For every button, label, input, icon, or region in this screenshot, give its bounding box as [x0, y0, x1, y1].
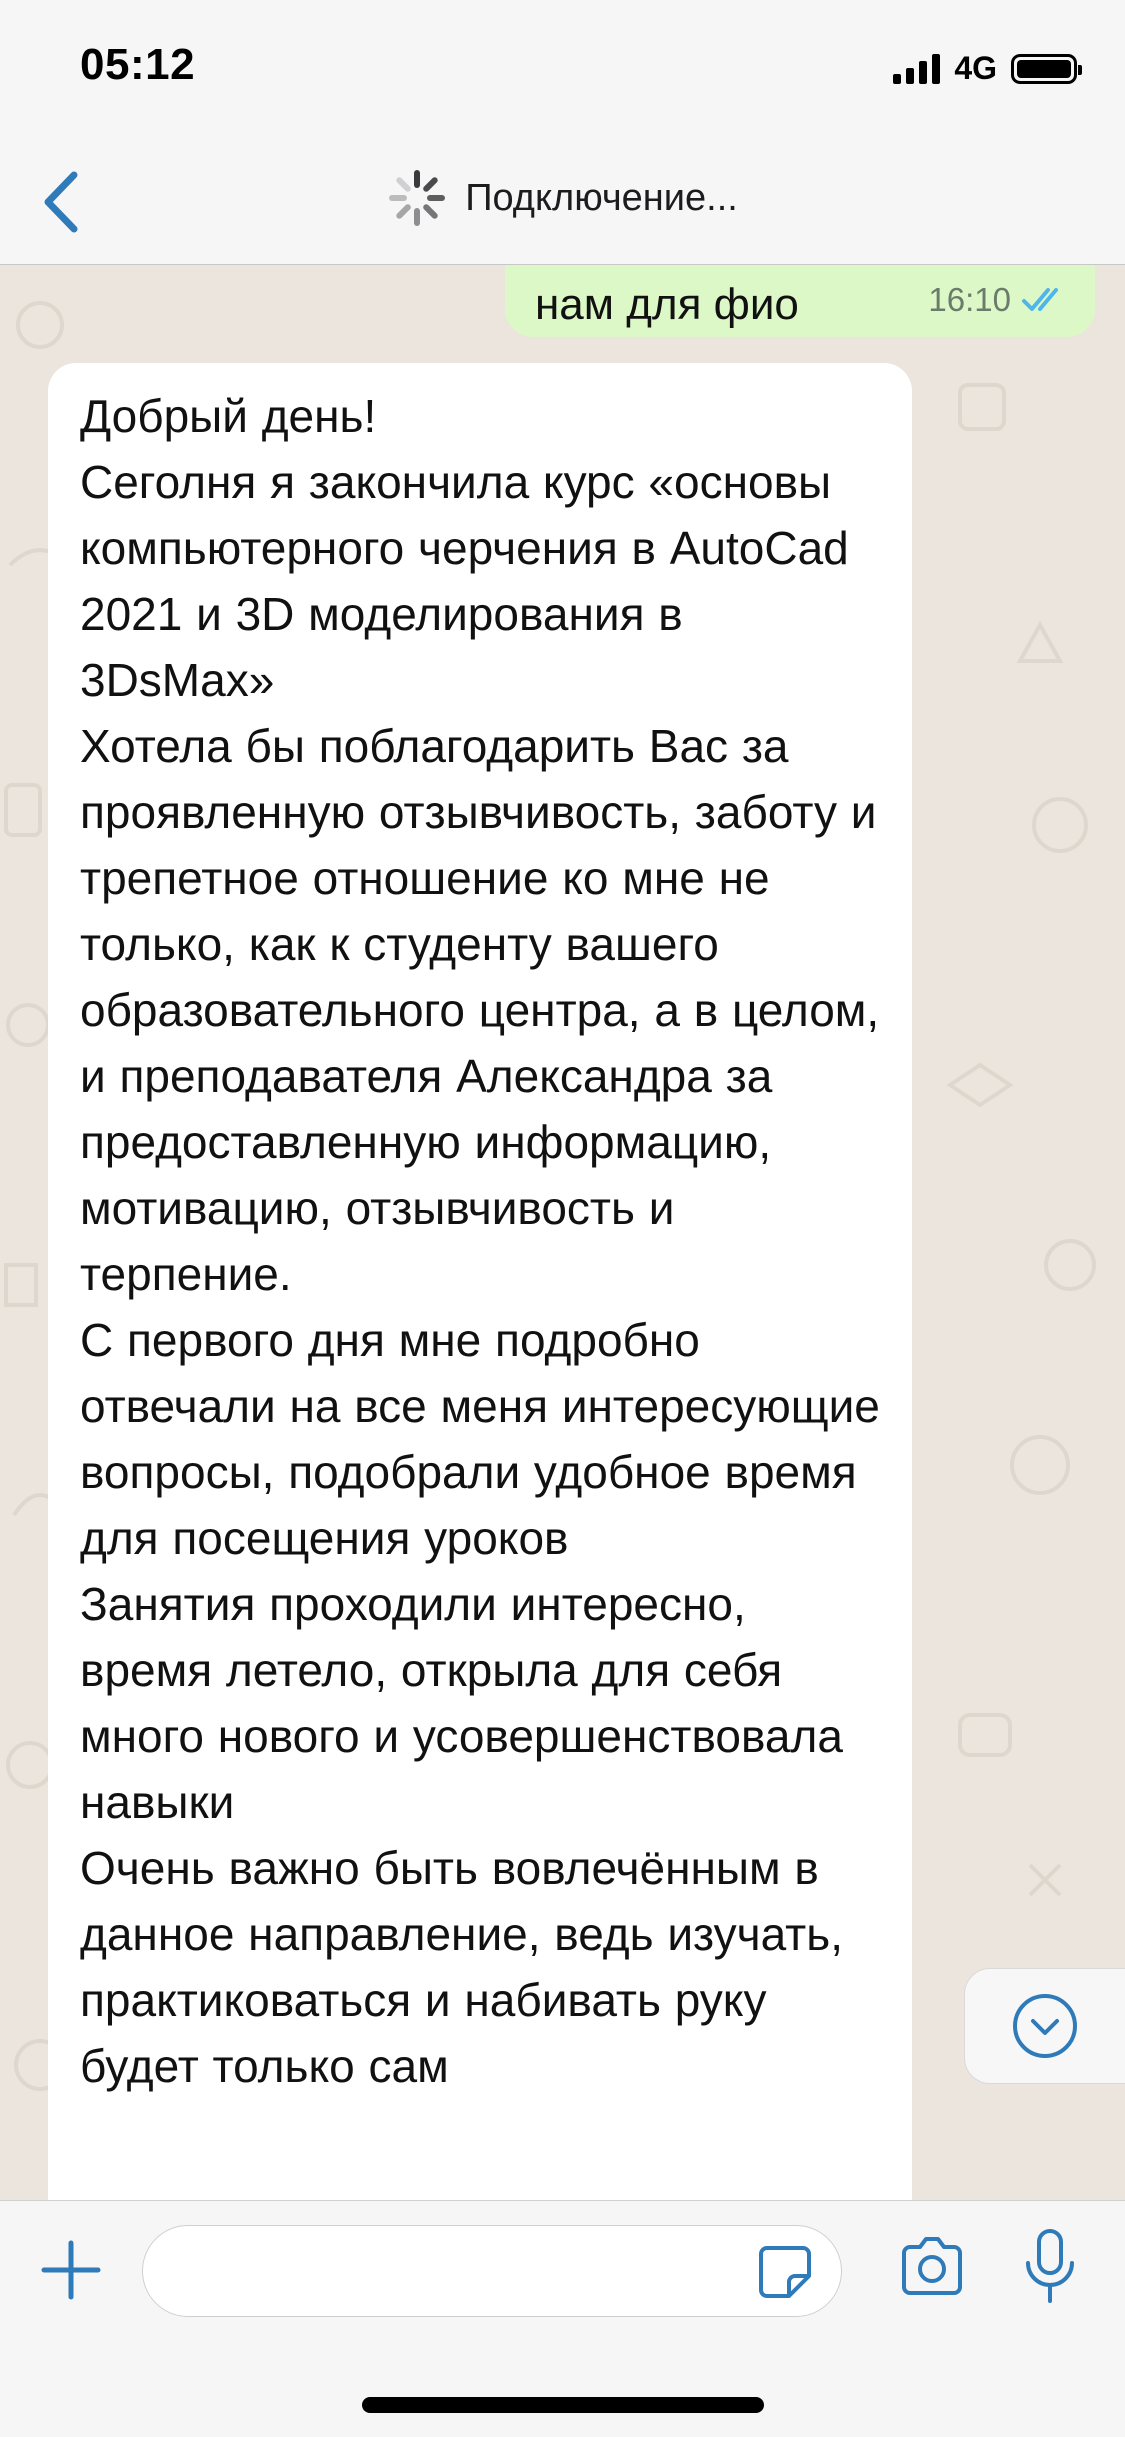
- status-indicators: [893, 50, 1077, 87]
- message-meta: [928, 281, 1069, 319]
- scroll-down-button[interactable]: [964, 1968, 1125, 2084]
- sticker-icon[interactable]: [755, 2242, 815, 2302]
- outgoing-message[interactable]: [505, 265, 1095, 337]
- battery-icon: [1011, 54, 1077, 84]
- camera-icon[interactable]: [896, 2231, 968, 2303]
- connection-status: [0, 168, 1125, 228]
- battery-level: [1017, 60, 1071, 78]
- chat-messages[interactable]: [0, 265, 1125, 2200]
- double-check-icon: [1021, 285, 1069, 315]
- network-type: 4G: [954, 50, 997, 86]
- incoming-message[interactable]: [48, 363, 912, 2200]
- chat-header: [0, 140, 1125, 265]
- message-input-bar: [0, 2200, 1125, 2437]
- microphone-icon[interactable]: [1020, 2227, 1080, 2307]
- home-indicator[interactable]: [362, 2397, 764, 2413]
- chevron-down-circle-icon: [1011, 1992, 1079, 2060]
- outgoing-message-text: нам для фио: [535, 280, 799, 329]
- message-input-field[interactable]: [142, 2225, 842, 2317]
- signal-strength-icon: [893, 54, 940, 84]
- chat-title: Подключение...: [465, 176, 738, 219]
- incoming-message-text: Добрый день! Сеголня я закончила курс «основы компьютерного черчения в AutoCad 2021 и 3D моделирования в 3DsMax» Хотела бы поблагодарить Вас за проявленную отзывчивость, заботу и трепетное отношение ко мне не только, как к студенту вашего образовательного центра, а в целом, и преподавателя Александра за предоставленную информацию, мотивацию, отзывчивость и терпение. С первого дня мне подробно отвечали на все меня интересующие вопросы, подобрали удобное время для посещения уроков Занятия проходили интересно, время летело, открыла для себя много нового и усовершенствовала навыки Очень важно быть вовлечённым в данное направление, ведь изучать, практиковаться и набивать руку будет только сам: [80, 390, 880, 2092]
- status-bar: [0, 0, 1125, 140]
- message-text-input[interactable]: [173, 2226, 737, 2318]
- message-time: 16:10: [928, 281, 1011, 318]
- plus-icon[interactable]: [38, 2237, 104, 2303]
- status-time: 05:12: [80, 40, 196, 89]
- loading-spinner-icon: [387, 168, 447, 228]
